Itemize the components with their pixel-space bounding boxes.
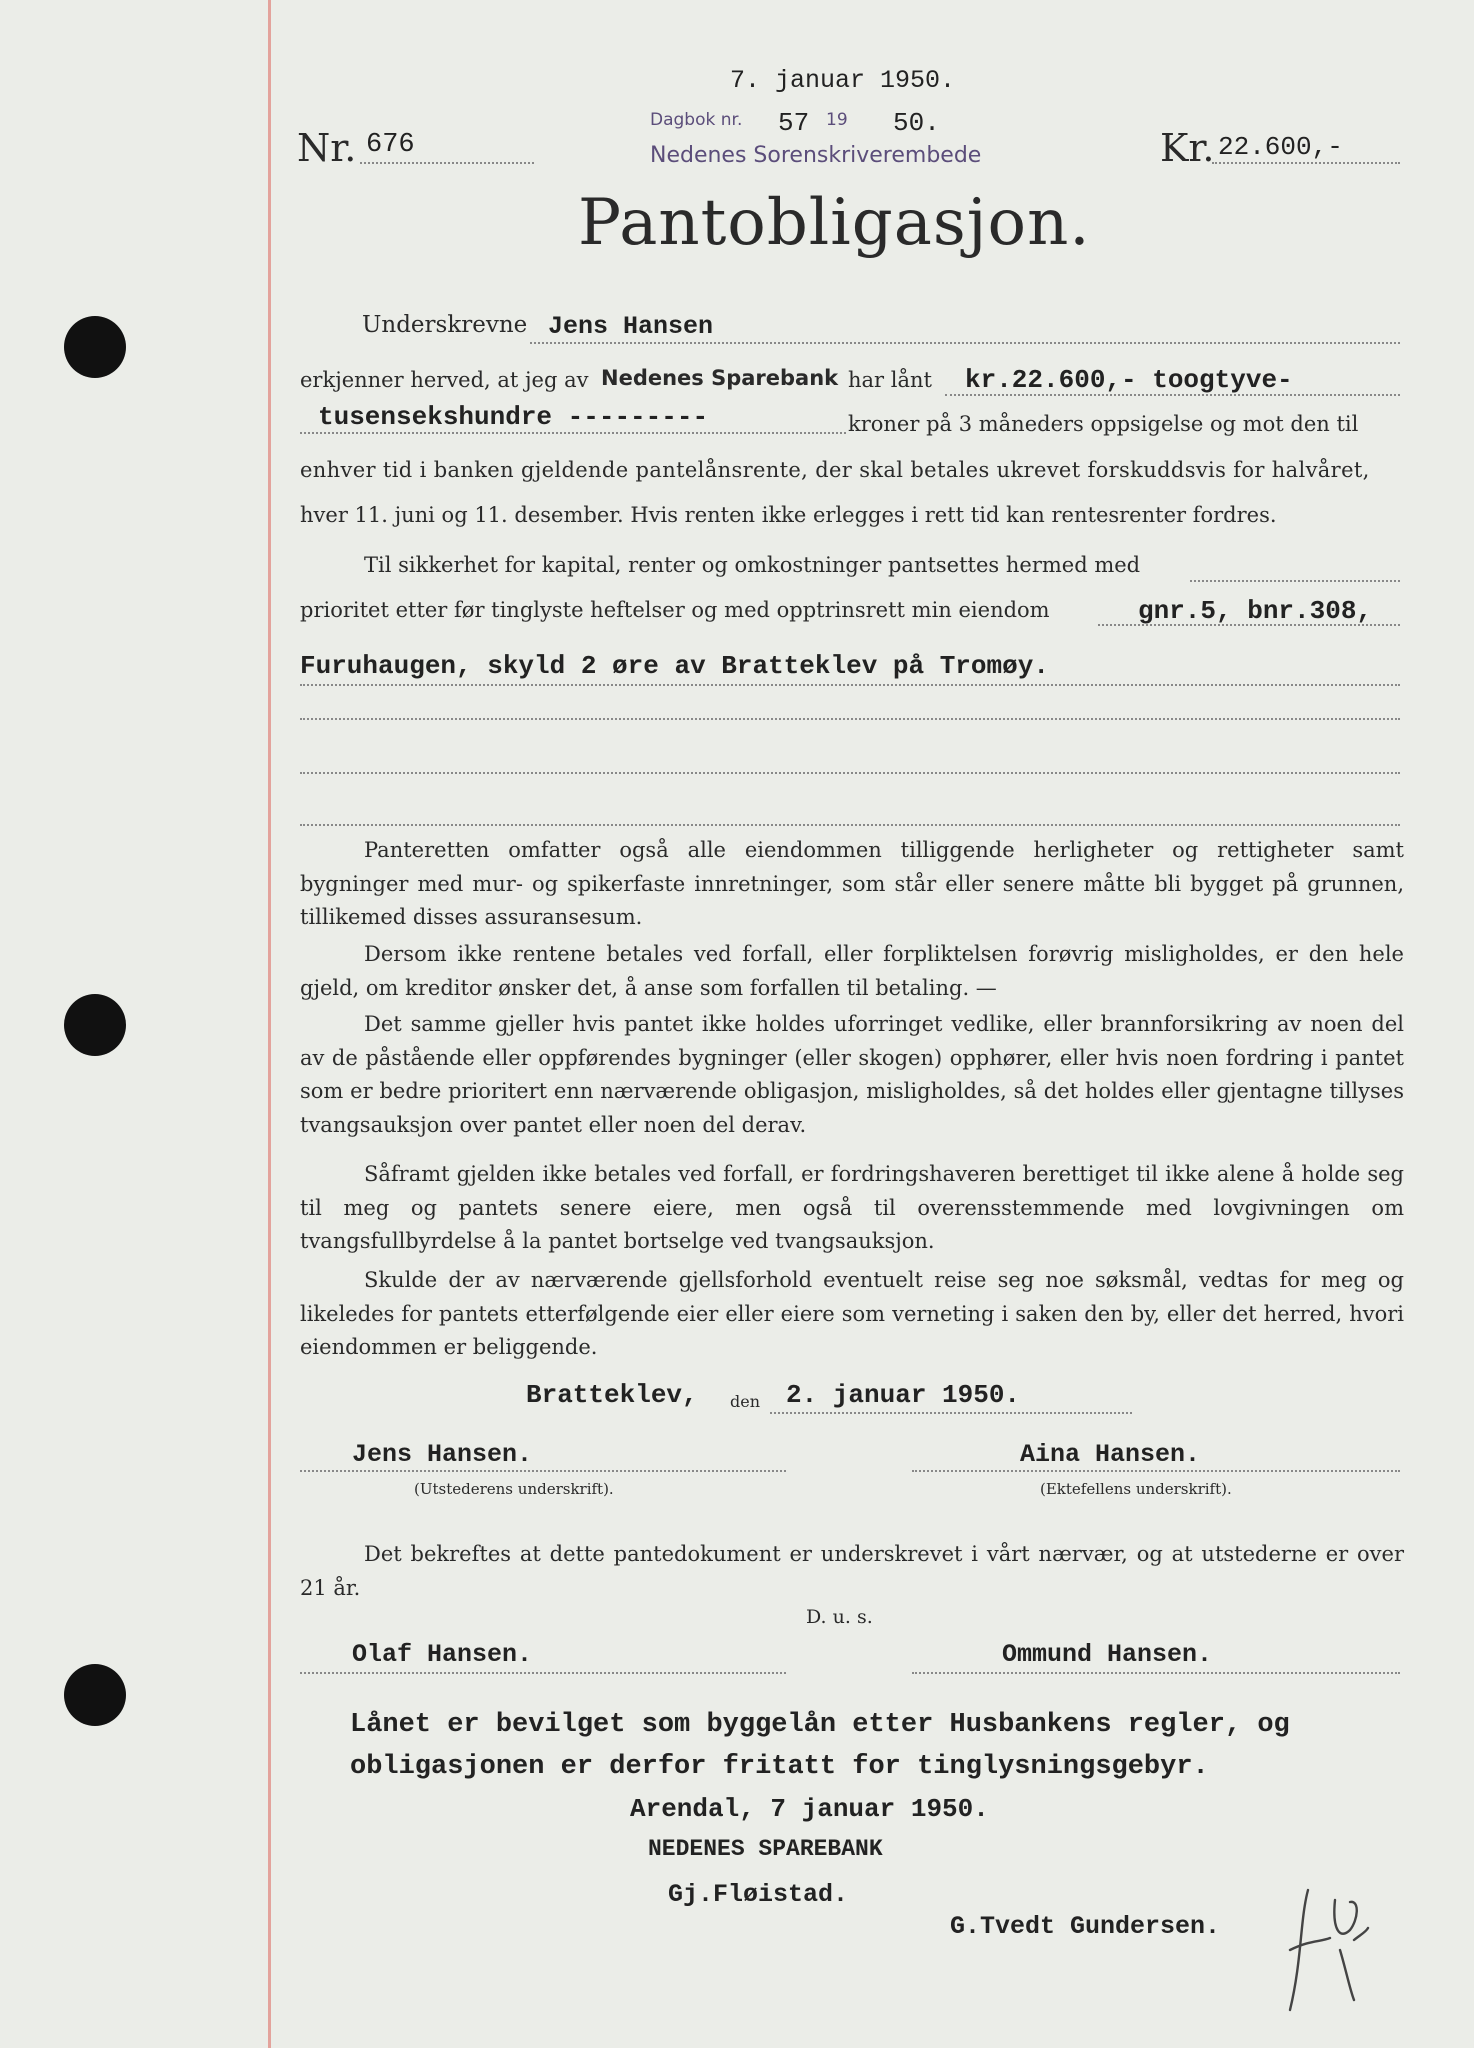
amount-typed: kr.22.600,- toogtyve-: [965, 365, 1293, 395]
handwritten-initials: [1280, 1880, 1370, 2020]
paragraph-3: Det samme gjeller hvis pantet ikke holdes uforringet vedlike, eller brannforsikring av noen del av de påstående eller oppførendes bygninger (eller skogen) opphører, eller hvis noen fordring i pantet som er bedre prioritert enn nærværende obligasjon, misligholdes, så det holdes eller gjentagne tillyses tvangsauksjon over pantet eller noen del derav.: [300, 1012, 1404, 1137]
amount-words: tusensekshundre ---------: [318, 402, 709, 432]
nr-line: [360, 162, 534, 164]
nr-value: 676: [366, 130, 415, 160]
bank-name: Nedenes Sparebank: [601, 366, 839, 390]
witness-1-signature: Olaf Hansen.: [352, 1640, 533, 1669]
nr-label: Nr.: [297, 126, 357, 170]
note-line1: Lånet er bevilget som byggelån etter Husbankens regler, og: [350, 1710, 1290, 1740]
document-title: Pantobligasjon.: [578, 186, 1091, 260]
blank-line: [300, 824, 1400, 826]
paragraph-1: Panteretten omfatter også alle eiendommen tilliggende herligheter og rettigheter samt bygninger med mur- og spikerfaste innretninger, som står eller senere måtte bli bygget på grunnen, tillikemed disses assuransesum.: [300, 838, 1404, 929]
line5-dots: [1190, 580, 1400, 582]
amount-line: [945, 394, 1400, 396]
issuer-signature: Jens Hansen.: [352, 1440, 533, 1469]
property-line2-dots: [300, 684, 1400, 686]
punch-hole: [64, 994, 126, 1056]
witness-1-line: [300, 1672, 786, 1674]
spouse-line: [912, 1470, 1400, 1472]
issuer-caption: (Utstederens underskrift).: [414, 1480, 614, 1498]
text-erkjenner: erkjenner herved, at jeg av: [300, 368, 589, 392]
text-line4: hver 11. juni og 11. desember. Hvis renten ikke erlegges i rett tid kan rentesrenter fordres.: [300, 503, 1277, 527]
note-line5: Gj.Fløistad.: [668, 1880, 849, 1909]
note-line2: obligasjonen er derfor fritatt for tinglysningsgebyr.: [350, 1752, 1209, 1782]
office-stamp: Nedenes Sorenskriverembede: [650, 143, 982, 168]
paragraph-2: Dersom ikke rentene betales ved forfall, eller forpliktelsen forøvrig misligholdes, er den hele gjeld, om kreditor ønsker det, å anse som forfallen til betaling. —: [300, 942, 1404, 1000]
dagbok-19: 19: [826, 110, 848, 130]
dagbok-year: 50.: [893, 108, 940, 138]
spouse-caption: (Ektefellens underskrift).: [1040, 1480, 1232, 1498]
margin-rule: [268, 0, 271, 2048]
paragraph-4: Såframt gjelden ikke betales ved forfall, er fordringshaveren berettiget til ikke alene å holde seg til meg og pantets senere eiere, men også til overensstemmende med lovgivningen om tvangsfullbyrdelse å la pantet bortselge ved tvangsauksjon.: [300, 1162, 1404, 1253]
confirmation-text: Det bekreftes at dette pantedokument er underskrevet i vårt nærvær, og at utstederne er over 21 år.: [300, 1542, 1404, 1600]
undersigned-line: [530, 342, 1400, 344]
date-stamp: 7. januar 1950.: [730, 66, 956, 95]
dagbok-label: Dagbok nr.: [650, 110, 743, 130]
issuer-line: [300, 1470, 786, 1472]
date-line: [770, 1412, 1132, 1414]
note-line4: NEDENES SPAREBANK: [648, 1836, 883, 1862]
property-line1: gnr.5, bnr.308,: [1138, 596, 1373, 626]
text-kroner: kroner på 3 måneders oppsigelse og mot den til: [848, 412, 1359, 436]
blank-line: [300, 772, 1400, 774]
signing-place: Bratteklev,: [526, 1380, 698, 1410]
note-line3: Arendal, 7 januar 1950.: [630, 1794, 989, 1824]
punch-hole: [64, 316, 126, 378]
property-line2: Furuhaugen, skyld 2 øre av Bratteklev på Tromøy.: [300, 651, 1049, 681]
blank-line: [300, 718, 1400, 720]
amount-words-line: [300, 432, 846, 434]
undersigned-name: Jens Hansen: [548, 312, 714, 341]
note-line6: G.Tvedt Gundersen.: [950, 1912, 1221, 1941]
property-line1-dots: [1098, 624, 1400, 626]
dagbok-number: 57: [778, 108, 810, 138]
kr-line: [1212, 162, 1400, 164]
dus-label: D. u. s.: [806, 1606, 873, 1628]
text-line5: Til sikkerhet for kapital, renter og omkostninger pantsettes hermed med: [364, 553, 1141, 577]
punch-hole: [64, 1664, 126, 1726]
spouse-signature: Aina Hansen.: [1020, 1440, 1201, 1469]
den-label: den: [730, 1392, 761, 1411]
undersigned-label: Underskrevne: [362, 312, 528, 338]
witness-2-signature: Ommund Hansen.: [1002, 1640, 1213, 1669]
signing-date: 2. januar 1950.: [786, 1380, 1021, 1410]
kr-value: 22.600,-: [1218, 132, 1343, 162]
text-har-laant: har lånt: [848, 368, 932, 392]
text-line3: enhver tid i banken gjeldende pantelånsrente, der skal betales ukrevet forskuddsvis for halvåret,: [300, 458, 1370, 482]
paragraph-5: Skulde der av nærværende gjellsforhold eventuelt reise seg noe søksmål, vedtas for meg og likeledes for pantets etterfølgende eier eller eiere som verneting i saken den by, eller det herred, hvori eiendommen er beliggende.: [300, 1268, 1404, 1359]
text-line6: prioritet etter før tinglyste heftelser og med opptrinsrett min eiendom: [300, 598, 1050, 622]
kr-label: Kr.: [1160, 126, 1215, 170]
witness-2-line: [912, 1672, 1400, 1674]
